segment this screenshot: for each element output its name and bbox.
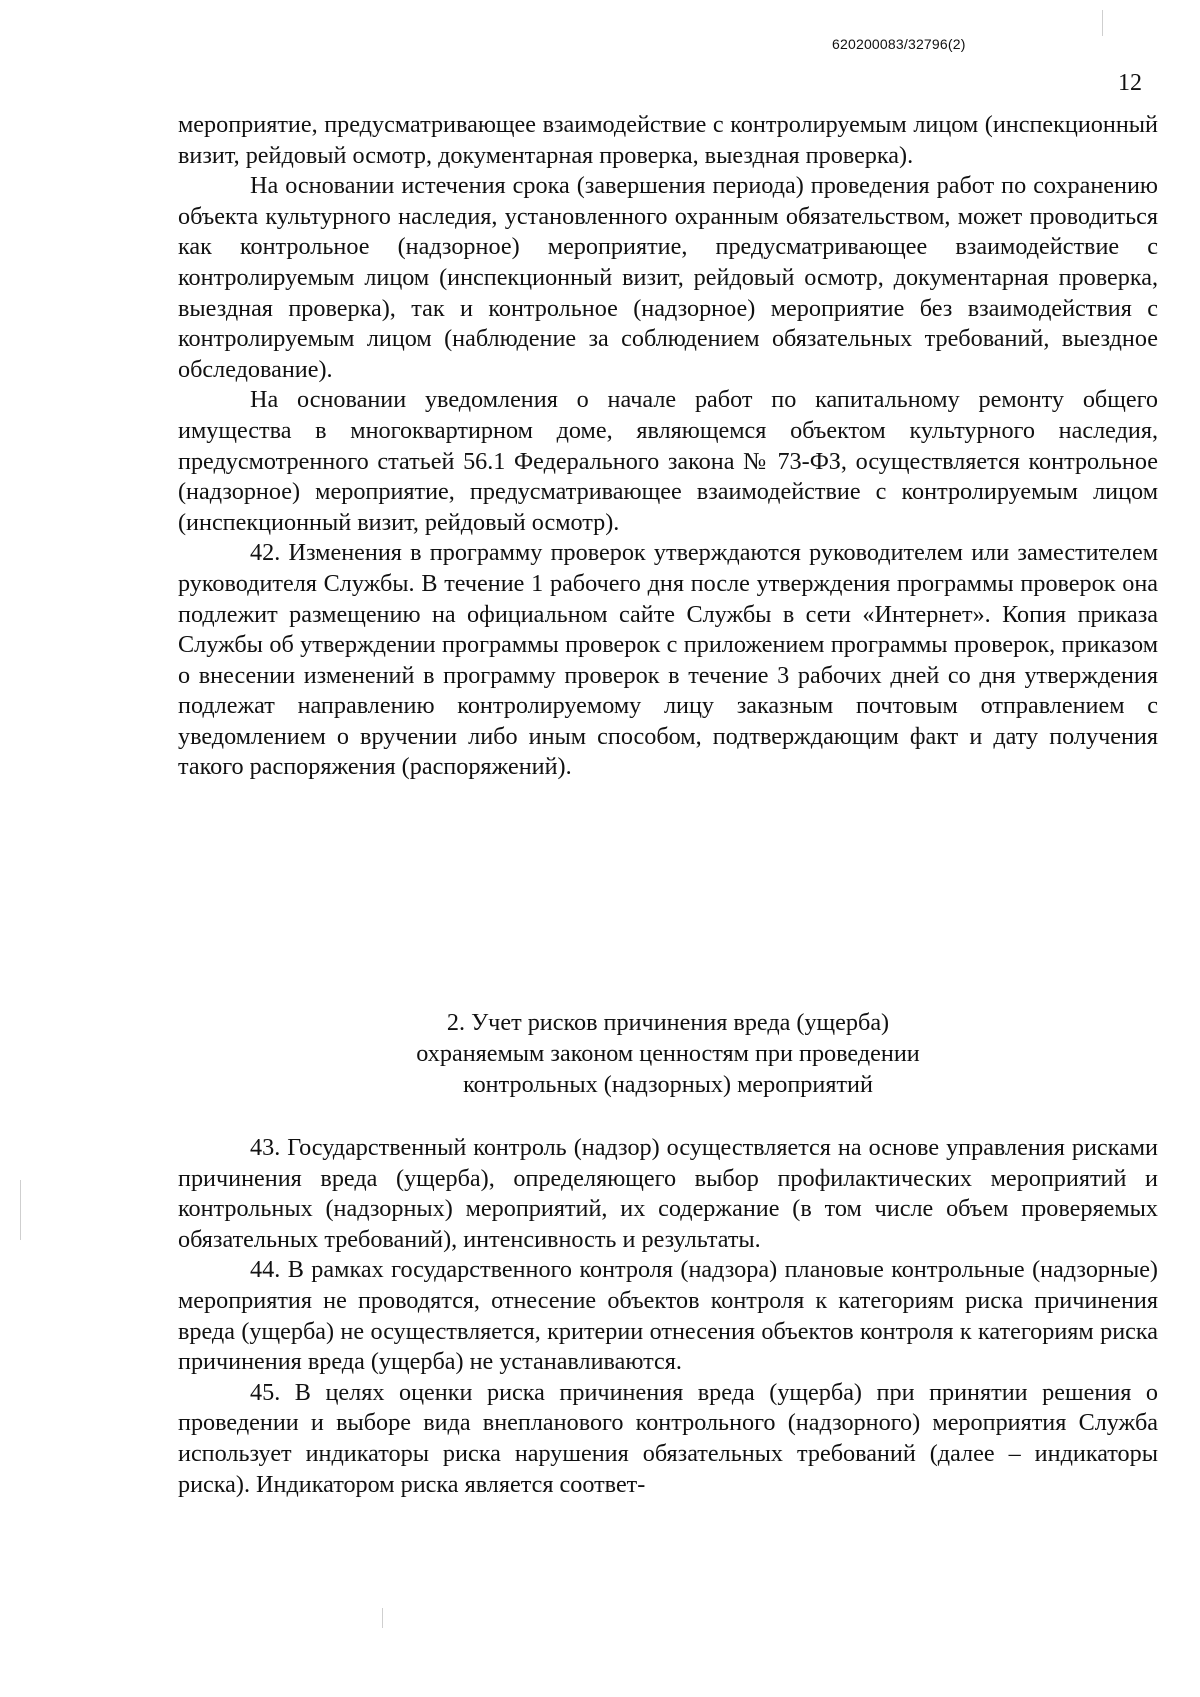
section-heading-line-2: охраняемым законом ценностям при проведении	[416, 1040, 920, 1067]
paragraph-45: 45. В целях оценки риска причинения вреда (ущерба) при принятии решения о проведении и выборе вида внепланового контрольного (надзорного) мероприятия Служба использует индикаторы риска нарушения обязательных требований (далее – индикаторы риска). Индикатором риска является соответ-	[178, 1378, 1158, 1498]
section-heading	[178, 1007, 1158, 1100]
scan-artifact-mark	[1102, 10, 1103, 36]
body-text-bottom	[178, 1133, 1158, 1500]
paragraph-expiration-basis: На основании истечения срока (завершения периода) проведения работ по сохранению объекта культурного наследия, установленного охранным обязательством, может проводиться как контрольное (надзорное) мероприятие, предусматривающее взаимодействие с контролируемым лицом (инспекционный визит, рейдовый осмотр, документарная проверка, выездная проверка), так и контрольное (надзорное) мероприятие без взаимодействия с контролируемым лицом (наблюдение за соблюдением обязательных требований, выездное обследование).	[178, 172, 1158, 383]
page-number: 12	[1118, 70, 1142, 96]
scan-artifact-mark	[20, 1180, 21, 1240]
paragraph-repair-notification-basis: На основании уведомления о начале работ по капитальному ремонту общего имущества в многоквартирном доме, являющемся объектом культурного наследия, предусмотренного статьей 56.1 Федерального закона № 73-ФЗ, осуществляется контрольное (надзорное) мероприятие, предусматривающее взаимодействие с контролируемым лицом (инспекционный визит, рейдовый осмотр).	[178, 386, 1158, 536]
document-registration-number: 620200083/32796(2)	[832, 36, 966, 52]
scan-artifact-mark	[382, 1608, 383, 1628]
section-heading-line-3: контрольных (надзорных) мероприятий	[463, 1071, 873, 1098]
paragraph-42: 42. Изменения в программу проверок утверждаются руководителем или заместителем руководителя Службы. В течение 1 рабочего дня после утверждения программы проверок она подлежит размещению на официальном сайте Службы в сети «Интернет». Копия приказа Службы об утверждении программы проверок с приложением программы проверок, приказом о внесении изменений в программу проверок в течение 3 рабочих дней со дня утверждения подлежат направлению контролируемому лицу заказным почтовым отправлением с уведомлением о вручении либо иным способом, подтверждающим факт и дату получения такого распоряжения (распоряжений).	[178, 539, 1158, 781]
paragraph-44: 44. В рамках государственного контроля (надзора) плановые контрольные (надзорные) мероприятия не проводятся, отнесение объектов контроля к категориям риска причинения вреда (ущерба) не осуществляется, критерии отнесения объектов контроля к категориям риска причинения вреда (ущерба) не устанавливаются.	[178, 1256, 1158, 1376]
paragraph-continuation: мероприятие, предусматривающее взаимодействие с контролируемым лицом (инспекционный визит, рейдовый осмотр, документарная проверка, выездная проверка).	[178, 111, 1158, 169]
paragraph-43: 43. Государственный контроль (надзор) осуществляется на основе управления рисками причинения вреда (ущерба), определяющего выбор профилактических мероприятий и контрольных (надзорных) мероприятий, их содержание (в том числе объем проверяемых обязательных требований), интенсивность и результаты.	[178, 1134, 1158, 1253]
section-heading-line-1: 2. Учет рисков причинения вреда (ущерба)	[446, 1009, 890, 1036]
body-text-top	[178, 110, 1158, 783]
